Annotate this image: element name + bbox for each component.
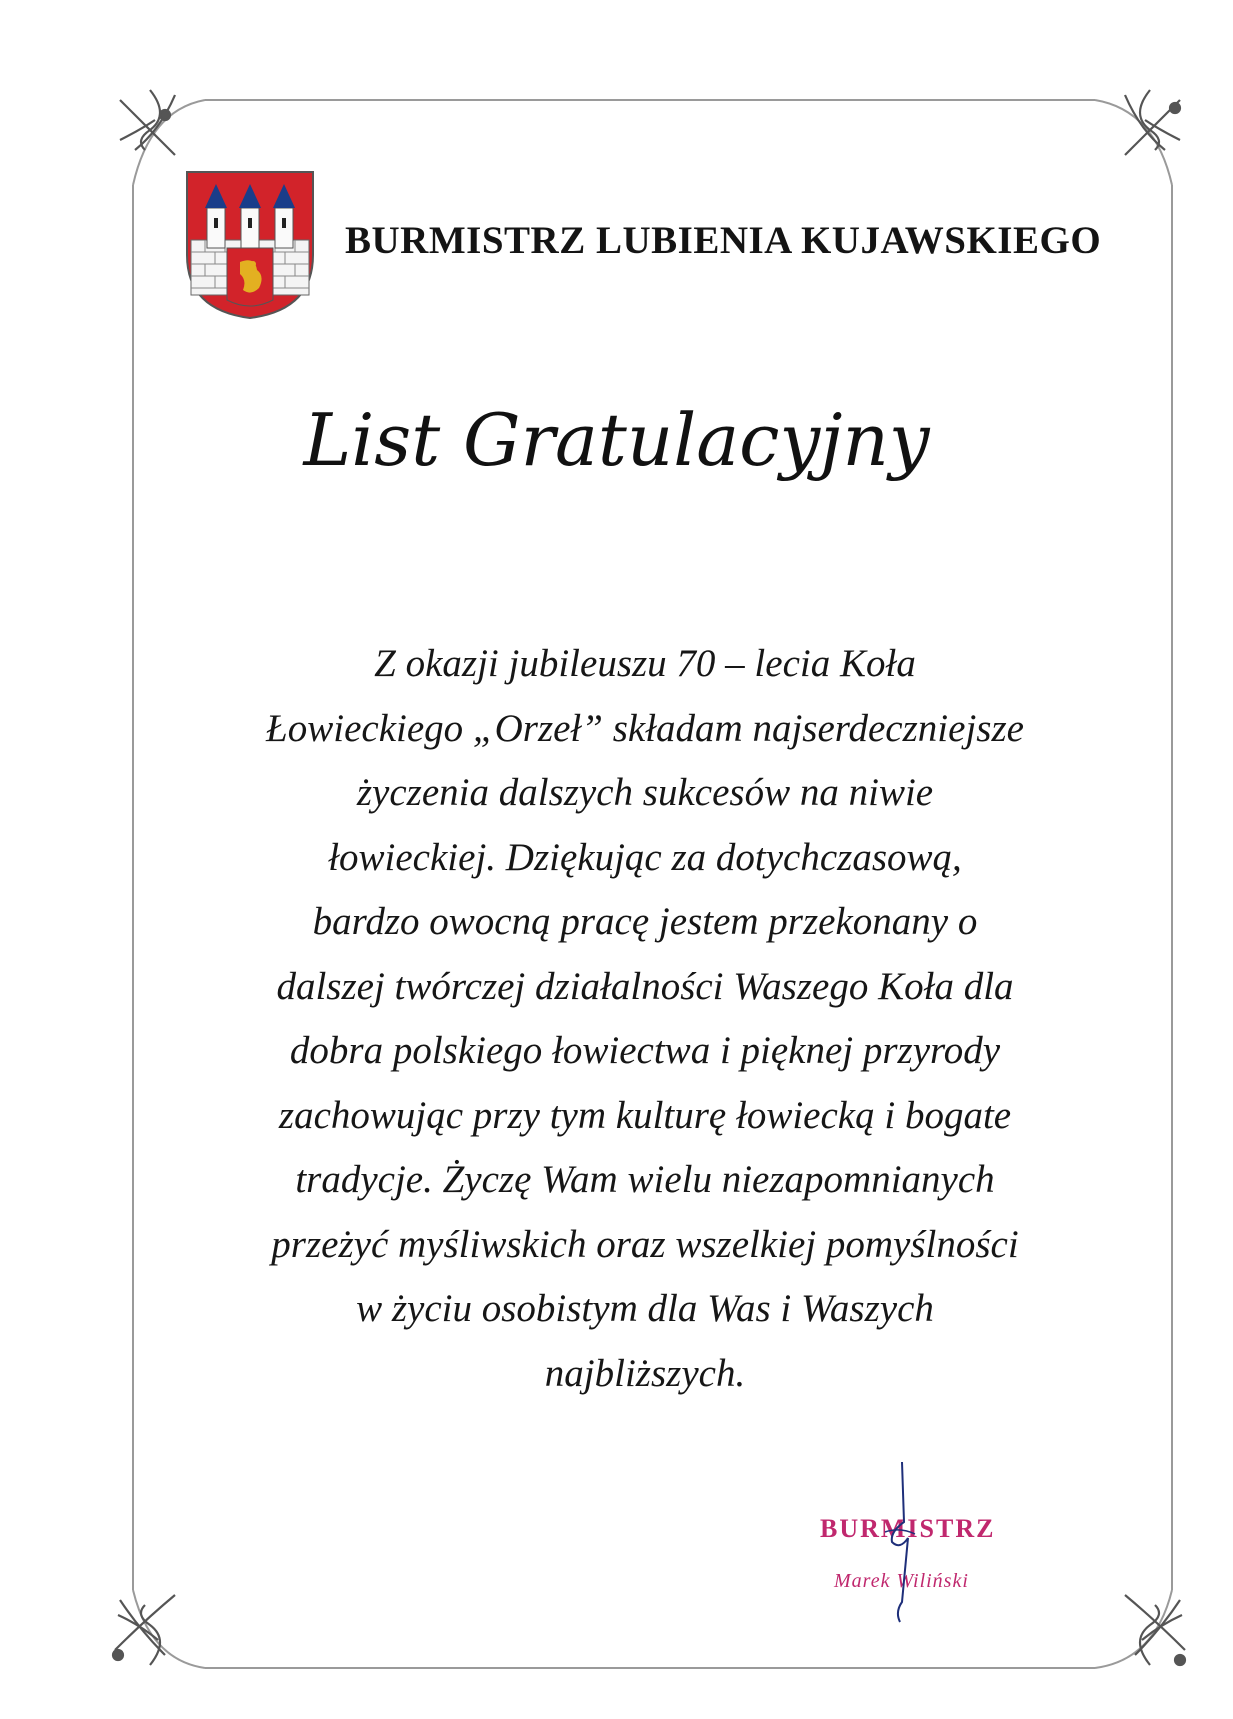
body-line: Z okazji jubileuszu 70 – lecia Koła bbox=[374, 642, 916, 685]
handwritten-signature bbox=[790, 1462, 1040, 1632]
body-line: w życiu osobistym dla Was i Waszych bbox=[356, 1287, 934, 1330]
corner-ornament-bottom-right bbox=[1125, 1595, 1185, 1665]
signature-stamp bbox=[790, 1462, 1040, 1632]
body-line: przeżyć myśliwskich oraz wszelkiej pomyślności bbox=[271, 1222, 1019, 1266]
stamp-name: Marek Wiliński bbox=[834, 1570, 969, 1592]
body-line: dalszej twórczej działalności Waszego Koła dla bbox=[276, 964, 1014, 1008]
body-line: zachowując przy tym kulturę łowiecką i bogate bbox=[278, 1093, 1012, 1137]
body-line: łowieckiej. Dziękując za dotychczasową, bbox=[328, 835, 962, 879]
corner-ornament-top-right bbox=[1125, 90, 1180, 155]
body-line: dobra polskiego łowiectwa i pięknej przyrody bbox=[289, 1029, 1001, 1072]
document-title: List Gratulacyjny bbox=[303, 398, 930, 482]
body-line: bardzo owocną pracę jestem przekonany o bbox=[312, 900, 978, 943]
letter-body bbox=[210, 632, 1080, 1406]
body-line: tradycje. Życzę Wam wielu niezapomnianych bbox=[295, 1158, 995, 1201]
coat-of-arms-icon bbox=[185, 170, 315, 320]
body-line: życzenia dalszych sukcesów na niwie bbox=[356, 771, 934, 814]
corner-ornament-bottom-left bbox=[113, 1595, 175, 1665]
body-line: najbliższych. bbox=[544, 1351, 746, 1395]
issuer-title: BURMISTRZ LUBIENIA KUJAWSKIEGO bbox=[345, 219, 1102, 262]
stamp-title: BURMISTRZ bbox=[820, 1514, 996, 1543]
body-line: Łowieckiego „Orzeł” składam najserdeczniejsze bbox=[266, 706, 1024, 750]
